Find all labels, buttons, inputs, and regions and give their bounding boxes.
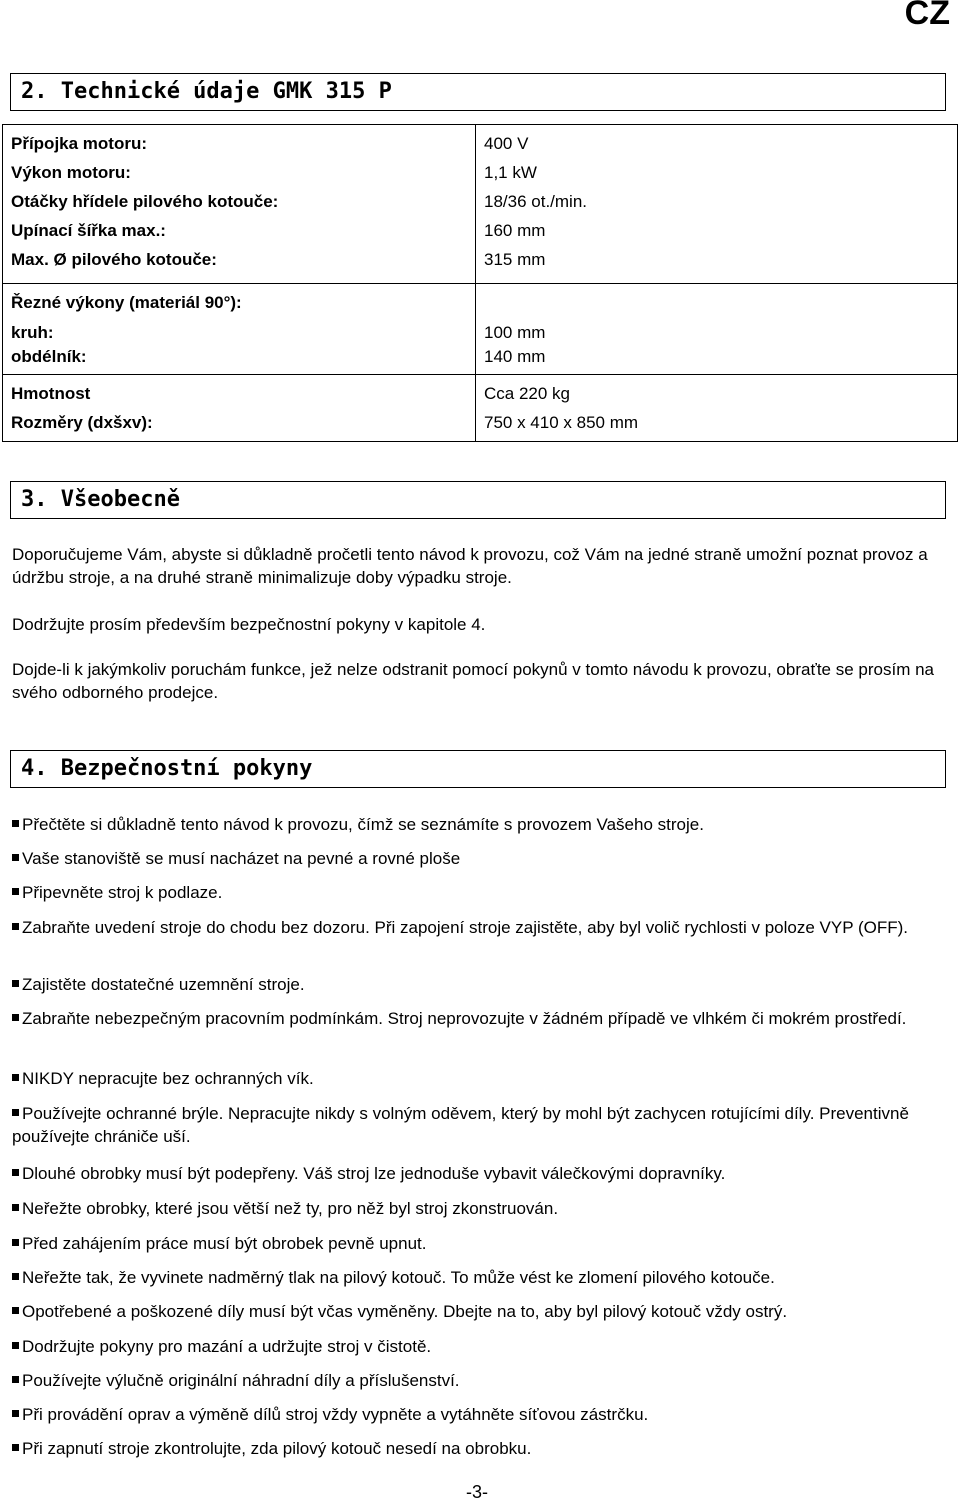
safety-item: Při provádění oprav a výměně dílů stroj vždy vypněte a vytáhněte síťovou zástrčku. xyxy=(12,1403,947,1426)
safety-item: Dodržujte pokyny pro mazání a udržujte stroj v čistotě. xyxy=(12,1335,947,1358)
safety-item: Používejte výlučně originální náhradní díly a příslušenství. xyxy=(12,1369,947,1392)
safety-item: Neřežte obrobky, které jsou větší než ty, pro něž byl stroj zkonstruován. xyxy=(12,1197,947,1220)
bullet-square-icon xyxy=(12,1239,19,1246)
spec-value: 315 mm xyxy=(484,250,546,269)
bullet-square-icon xyxy=(12,1273,19,1280)
bullet-square-icon xyxy=(12,1410,19,1417)
general-paragraph: Doporučujeme Vám, abyste si důkladně pročetli tento návod k provozu, což Vám na jedné straně umožní poznat provoz a údržbu stroje, a na druhé straně minimalizuje doby výpadku stroje. xyxy=(12,545,928,587)
page-number: -3- xyxy=(466,1482,488,1502)
bullet-square-icon xyxy=(12,1342,19,1349)
spec-labels xyxy=(3,125,476,284)
spec-group-basic xyxy=(3,125,958,284)
spec-label: Přípojka motoru: xyxy=(11,134,148,153)
spec-value: 400 V xyxy=(484,134,529,153)
safety-item: Opotřebené a poškozené díly musí být včas vyměněny. Dbejte na to, aby byl pilový kotouč vždy ostrý. xyxy=(12,1300,947,1323)
spec-label: Výkon motoru: xyxy=(11,163,131,182)
bullet-square-icon xyxy=(12,820,19,827)
spec-group-cutting xyxy=(3,284,958,375)
spec-label: Otáčky hřídele pilového kotouče: xyxy=(11,192,279,211)
spec-value: 18/36 ot./min. xyxy=(484,192,588,211)
weight-value: Cca 220 kg xyxy=(484,384,570,403)
dimensions-value: 750 x 410 x 850 mm xyxy=(484,413,639,432)
spec-group-physical xyxy=(3,375,958,442)
section-2-heading: 2. Technické údaje GMK 315 P xyxy=(10,73,946,111)
safety-item: Zajistěte dostatečné uzemnění stroje. xyxy=(12,973,947,996)
spec-label: Max. Ø pilového kotouče: xyxy=(11,250,217,269)
spec-value: 1,1 kW xyxy=(484,163,537,182)
safety-item: Dlouhé obrobky musí být podepřeny. Váš stroj lze jednoduše vybavit válečkovými dopravníky. xyxy=(12,1162,947,1185)
spec-value: 160 mm xyxy=(484,221,546,240)
section-3-heading: 3. Všeobecně xyxy=(10,481,946,519)
safety-item: Před zahájením práce musí být obrobek pevně upnut. xyxy=(12,1232,947,1255)
bullet-square-icon xyxy=(12,888,19,895)
bullet-square-icon xyxy=(12,854,19,861)
cut-label: obdélník: xyxy=(11,347,87,366)
cut-value: 140 mm xyxy=(484,347,546,366)
physical-values xyxy=(476,375,958,442)
safety-item: Při zapnutí stroje zkontrolujte, zda pilový kotouč nesedí na obrobku. xyxy=(12,1437,947,1460)
spec-values xyxy=(476,125,958,284)
bullet-square-icon xyxy=(12,1204,19,1211)
safety-item: Připevněte stroj k podlaze. xyxy=(12,881,947,904)
cut-labels xyxy=(3,284,476,375)
cut-values xyxy=(476,284,958,375)
bullet-square-icon xyxy=(12,1014,19,1021)
bullet-square-icon xyxy=(12,1169,19,1176)
cut-title: Řezné výkony (materiál 90°): xyxy=(11,293,242,312)
safety-item: Přečtěte si důkladně tento návod k provozu, čímž se seznámíte s provozem Vašeho stroje. xyxy=(12,813,947,836)
general-paragraph: Dodržujte prosím především bezpečnostní pokyny v kapitole 4. xyxy=(12,615,486,634)
safety-item: Vaše stanoviště se musí nacházet na pevné a rovné ploše xyxy=(12,847,947,870)
bullet-square-icon xyxy=(12,1074,19,1081)
section-4-heading: 4. Bezpečnostní pokyny xyxy=(10,750,946,788)
bullet-square-icon xyxy=(12,1376,19,1383)
bullet-square-icon xyxy=(12,1444,19,1451)
bullet-square-icon xyxy=(12,923,19,930)
cut-label: kruh: xyxy=(11,323,54,342)
safety-item: Používejte ochranné brýle. Nepracujte nikdy s volným oděvem, který by mohl být zachycen rotujícími díly. Preventivně používejte chrániče uší. xyxy=(12,1104,909,1146)
safety-item: Zabraňte uvedení stroje do chodu bez dozoru. Při zapojení stroje zajistěte, aby byl volič rychlosti v poloze VYP (OFF). xyxy=(12,916,947,939)
safety-item: Neřežte tak, že vyvinete nadměrný tlak na pilový kotouč. To může vést ke zlomení pilového kotouče. xyxy=(12,1266,947,1289)
bullet-square-icon xyxy=(12,980,19,987)
bullet-square-icon xyxy=(12,1307,19,1314)
bullet-square-icon xyxy=(12,1109,19,1116)
spec-table xyxy=(2,124,958,442)
safety-item: NIKDY nepracujte bez ochranných vík. xyxy=(12,1067,947,1090)
safety-item: Zabraňte nebezpečným pracovním podmínkám. Stroj neprovozujte v žádném případě ve vlhkém či mokrém prostředí. xyxy=(12,1007,947,1030)
spec-label: Upínací šířka max.: xyxy=(11,221,166,240)
physical-labels xyxy=(3,375,476,442)
cut-value: 100 mm xyxy=(484,323,546,342)
weight-label: Hmotnost xyxy=(11,384,91,403)
language-code: CZ xyxy=(904,0,950,32)
general-paragraph: Dojde-li k jakýmkoliv poruchám funkce, jež nelze odstranit pomocí pokynů v tomto návodu k provozu, obraťte se prosím na svého odborného prodejce. xyxy=(12,660,934,702)
dimensions-label: Rozměry (dxšxv): xyxy=(11,413,153,432)
